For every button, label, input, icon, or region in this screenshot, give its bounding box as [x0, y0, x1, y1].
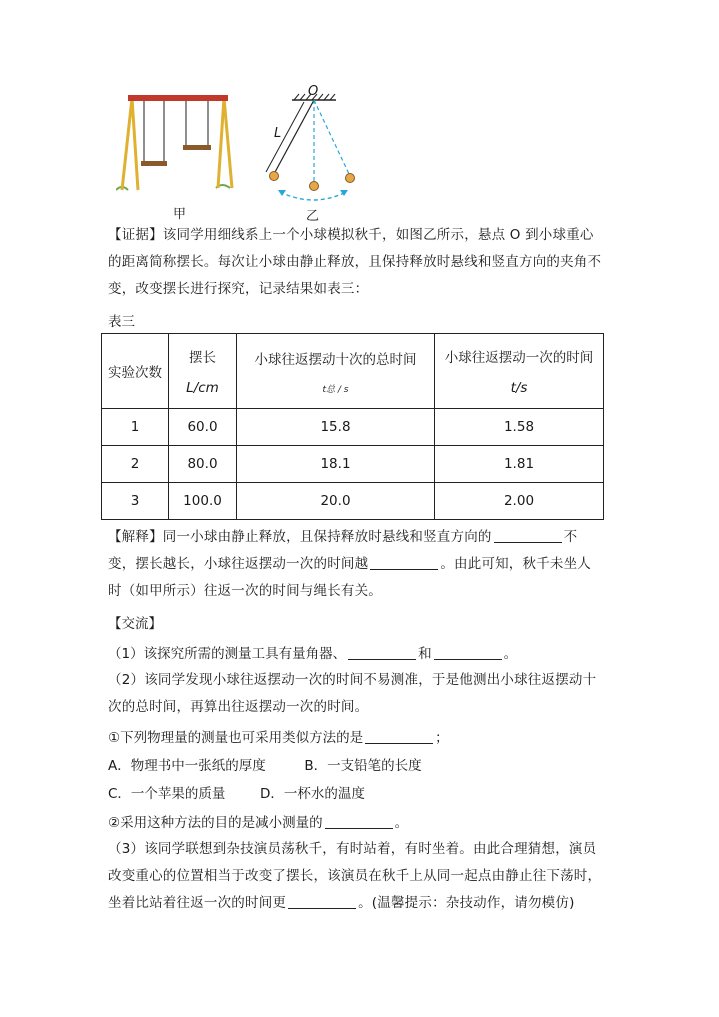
table-row	[102, 409, 604, 446]
answer-blank[interactable]	[348, 658, 416, 660]
figure-yi-label: 乙	[306, 209, 320, 224]
question-3: （3）该同学联想到杂技演员荡秋千，有时站着，有时坐着。由此合理猜想，演员改变重心的位置相当于改变了摆长，该演员在秋千上从同一起点由静止往下荡时，坐着比站着往返一次的时间更 。(温馨提示：杂技动作，请勿模仿)	[108, 841, 602, 911]
cell-one-time: 1.58	[435, 409, 604, 446]
table-row	[102, 483, 604, 520]
pivot-label: O	[308, 84, 319, 99]
answer-blank[interactable]	[434, 658, 502, 660]
options-row-2	[108, 784, 365, 804]
figure-jia-label: 甲	[173, 207, 187, 222]
swing-set-figure	[116, 90, 236, 195]
results-table	[101, 333, 604, 520]
explanation-paragraph: 【解释】同一小球由静止释放，且保持释放时悬线和竖直方向的 不变，摆长越长，小球往返摆动一次的时间越 。由此可知，秋千未坐人时（如甲所示）往返一次的时间与绳长有关。	[108, 529, 592, 599]
answer-blank[interactable]	[494, 541, 562, 543]
cell-one-time: 2.00	[435, 483, 604, 520]
option-d[interactable]: D．一杯水的温度	[260, 786, 365, 802]
header-one-time: 小球往返摆动一次的时间 t/s	[435, 334, 604, 409]
header-trial: 实验次数	[102, 334, 169, 409]
question-2-1: ①下列物理量的测量也可采用类似方法的是 ；	[108, 730, 449, 746]
cell-length: 60.0	[169, 409, 237, 446]
exchange-title: 【交流】	[108, 616, 162, 632]
cell-total-time: 15.8	[237, 409, 435, 446]
pendulum-figure	[258, 84, 370, 204]
table-row	[102, 446, 604, 483]
question-1: （1）该探究所需的测量工具有量角器、 和 。	[108, 646, 518, 662]
cell-one-time: 1.81	[435, 446, 604, 483]
answer-blank[interactable]	[288, 907, 356, 909]
length-label: L	[274, 126, 282, 141]
cell-length: 80.0	[169, 446, 237, 483]
question-2-2: ②采用这种方法的目的是减小测量的 。	[108, 815, 409, 831]
header-length: 摆长 L/cm	[169, 334, 237, 409]
cell-total-time: 20.0	[237, 483, 435, 520]
option-b[interactable]: B．一支铅笔的长度	[304, 758, 422, 774]
question-2: （2）该同学发现小球往返摆动一次的时间不易测准，于是他测出小球往返摆动十次的总时间，再算出往返摆动一次的时间。	[108, 672, 597, 715]
options-row-1	[108, 756, 422, 776]
cell-trial: 2	[102, 446, 169, 483]
option-a[interactable]: A．物理书中一张纸的厚度	[108, 758, 266, 774]
header-total-time: 小球往返摆动十次的总时间 t总 / s	[237, 334, 435, 409]
evidence-paragraph: 【证据】该同学用细线系上一个小球模拟秋千，如图乙所示，悬点 O 到小球重心的距离简称摆长。每次让小球由静止释放，且保持释放时悬线和竖直方向的夹角不变，改变摆长进行探究，记录结果如表三：	[108, 227, 602, 297]
cell-trial: 1	[102, 409, 169, 446]
cell-length: 100.0	[169, 483, 237, 520]
answer-blank[interactable]	[325, 827, 393, 829]
table-title: 表三	[108, 314, 135, 330]
cell-trial: 3	[102, 483, 169, 520]
table-header-row	[102, 334, 604, 409]
answer-blank[interactable]	[365, 742, 433, 744]
answer-blank[interactable]	[370, 568, 438, 570]
cell-total-time: 18.1	[237, 446, 435, 483]
option-c[interactable]: C．一个苹果的质量	[108, 786, 226, 802]
